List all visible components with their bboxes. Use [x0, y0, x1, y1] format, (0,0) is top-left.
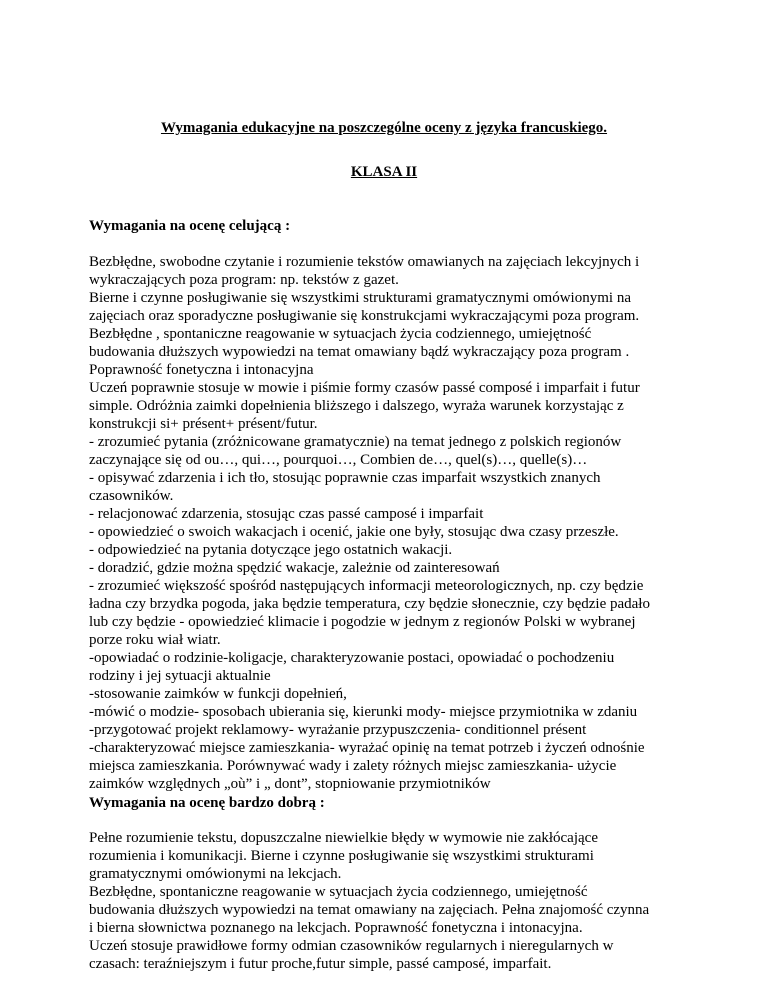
- body-text-line: -przygotować projekt reklamowy- wyrażanie przypuszczenia- conditionnel présent: [89, 722, 587, 738]
- body-text-line: porze roku wiał wiatr.: [89, 632, 221, 648]
- body-text-line: - opisywać zdarzenia i ich tło, stosując poprawnie czas imparfait wszystkich znanych: [89, 470, 601, 486]
- body-text-line: Bezbłędne, spontaniczne reagowanie w sytuacjach życia codziennego, umiejętność: [89, 884, 588, 900]
- section-heading-bardzo-dobra: Wymagania na ocenę bardzo dobrą :: [89, 795, 325, 811]
- body-text-line: czasowników.: [89, 488, 174, 504]
- body-text-line: -stosowanie zaimków w funkcji dopełnień,: [89, 686, 347, 702]
- body-text-line: i bierna słownictwa poznanego na lekcjach. Poprawność fonetyczna i intonacyjna.: [89, 920, 583, 936]
- body-text-line: lub czy będzie - opowiedzieć klimacie i pogodzie w jednym z regionów Polski w wybranej: [89, 614, 636, 630]
- class-subtitle: KLASA II: [350, 164, 418, 180]
- body-text-line: gramatycznymi omówionymi na lekcjach.: [89, 866, 342, 882]
- body-text-line: Bezbłędne , spontaniczne reagowanie w sytuacjach życia codziennego, umiejętność: [89, 326, 592, 342]
- body-text-line: Poprawność fonetyczna i intonacyjna: [89, 362, 314, 378]
- body-text-line: -opowiadać o rodzinie-koligacje, charakteryzowanie postaci, opowiadać o pochodzeniu: [89, 650, 615, 666]
- body-text-line: - zrozumieć większość spośród następujących informacji meteorologicznych, np. czy będzie: [89, 578, 644, 594]
- body-text-line: ładna czy brzydka pogoda, jaka będzie temperatura, czy będzie słonecznie, czy będzie padało: [89, 596, 650, 612]
- body-text-line: zajęciach oraz sporadyczne posługiwanie się konstrukcjami wykraczającymi poza program.: [89, 308, 640, 324]
- body-text-line: -charakteryzować miejsce zamieszkania- wyrażać opinię na temat potrzeb i życzeń odnośnie: [89, 740, 645, 756]
- section-body-celujaca: [89, 253, 689, 793]
- body-text-line: Bezbłędne, swobodne czytanie i rozumienie tekstów omawianych na zajęciach lekcyjnych i: [89, 254, 640, 270]
- body-text-line: wykraczających poza program: np. tekstów z gazet.: [89, 272, 399, 288]
- body-text-line: - opowiedzieć o swoich wakacjach i ocenić, jakie one były, stosując dwa czasy przeszłe.: [89, 524, 619, 540]
- body-text-line: Uczeń stosuje prawidłowe formy odmian czasowników regularnych i nieregularnych w: [89, 938, 614, 954]
- body-text-line: rozumienia i komunikacji. Bierne i czynne posługiwanie się wszystkimi strukturami: [89, 848, 594, 864]
- body-text-line: budowania dłuższych wypowiedzi na temat omawiany bądź wykraczający poza program .: [89, 344, 630, 360]
- body-text-line: Pełne rozumienie tekstu, dopuszczalne niewielkie błędy w wymowie nie zakłócające: [89, 830, 598, 846]
- section-body-bardzo-dobra: [89, 829, 689, 973]
- document-title: Wymagania edukacyjne na poszczególne oceny z języka francuskiego.: [160, 120, 608, 136]
- body-text-line: - odpowiedzieć na pytania dotyczące jego ostatnich wakacji.: [89, 542, 453, 558]
- body-text-line: budowania dłuższych wypowiedzi na temat omawiany na zajęciach. Pełna znajomość czynna: [89, 902, 650, 918]
- body-text-line: rodziny i jej sytuacji aktualnie: [89, 668, 271, 684]
- body-text-line: simple. Odróżnia zaimki dopełnienia bliższego i dalszego, wyraża warunek korzystając z: [89, 398, 624, 414]
- body-text-line: - zrozumieć pytania (zróżnicowane gramatycznie) na temat jednego z polskich regionów: [89, 434, 622, 450]
- body-text-line: Uczeń poprawnie stosuje w mowie i piśmie formy czasów passé composé i imparfait i futur: [89, 380, 640, 396]
- body-text-line: zaimków względnych „où” i „ dont”, stopniowanie przymiotników: [89, 776, 491, 792]
- body-text-line: Bierne i czynne posługiwanie się wszystkimi strukturami gramatycznymi omówionymi na: [89, 290, 631, 306]
- body-text-line: konstrukcji si+ présent+ présent/futur.: [89, 416, 318, 432]
- body-text-line: zaczynające się od ou…, qui…, pourquoi…, Combien de…, quel(s)…, quelle(s)…: [89, 452, 588, 468]
- section-heading-celujaca: Wymagania na ocenę celującą :: [89, 218, 291, 234]
- body-text-line: - doradzić, gdzie można spędzić wakacje, zależnie od zainteresowań: [89, 560, 500, 576]
- body-text-line: miejsca zamieszkania. Porównywać wady i zalety różnych miejsc zamieszkania- użycie: [89, 758, 617, 774]
- body-text-line: czasach: teraźniejszym i futur proche,futur simple, passé camposé, imparfait.: [89, 956, 552, 972]
- body-text-line: - relacjonować zdarzenia, stosując czas passé camposé i imparfait: [89, 506, 484, 522]
- body-text-line: -mówić o modzie- sposobach ubierania się, kierunki mody- miejsce przymiotnika w zdaniu: [89, 704, 638, 720]
